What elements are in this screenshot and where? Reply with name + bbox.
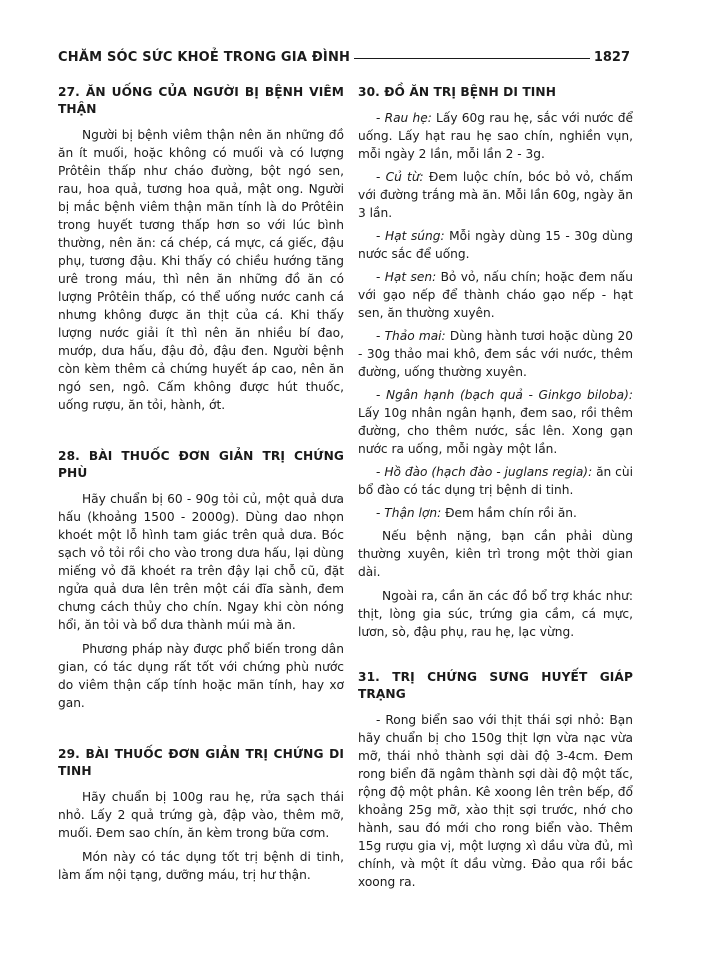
paragraph: Phương pháp này được phổ biến trong dân gian, có tác dụng rất tốt với chứng phù nước do viêm thận cấp tính hoặc mãn tính, hay xơ gan. <box>58 642 344 710</box>
item-text: Lấy 60g rau hẹ, sắc với nước để uống. Lấy hạt rau hẹ sao chín, nghiền vụn, mỗi ngày 2 lần, mỗi lần 2 - 3g. <box>358 111 634 161</box>
paragraph: Người bị bệnh viêm thận nên ăn những đồ ăn ít muối, hoặc không có muối và có lượng Prôtêin thấp như cháo đường, bột ngó sen, rau, hoa quả, tương hoa quả, mật ong. Người bị mắc bệnh viêm thận mãn tính là do Prôtêin trong huyết tương thấp hơn so với lúc bình thường, nên ăn: cá chép, cá mực, cá giếc, đậu phụ, tương đậu. Khi thấy có chiều hướng tăng urê trong máu, thì nên ăn những đồ ăn có lượng Prôtêin thấp, có thể uống nước canh cá nhưng không được ăn thịt của cá. Khi thấy lượng nước giải ít thì nên ăn nhiều bí đao, mướp, dưa hấu, đậu đỏ, đậu đen. Người bệnh còn kèm thêm cả chứng huyết áp cao, nên ăn ngó sen, ngô. Cấm không được hút thuốc, uống rượu, ăn tỏi, hành, ớt. <box>58 128 344 412</box>
item-text: ăn cùi bổ đào có tác dụng trị bệnh di tinh. <box>358 465 633 497</box>
item-lead: Hạt súng: <box>384 229 445 243</box>
item-text: Bạn hãy chuẩn bị cho 150g thịt lợn vừa nạc vừa mỡ, thái nhỏ thành sợi dài độ 3-4cm. Đem rong biển đã ngâm thành sợi dài độ một tấc, rộng độ một phân. Kê xoong lên trên bếp, đổ khoảng 25g mỡ, xào thịt sợi trước, nhớ cho hành, sau đó mới cho rong biển vào. Thêm 15g rượu gia vị, một lượng xì dầu vừa đủ, mì chính, và một ít dầu vừng. Đảo qua rồi bắc xoong ra. <box>358 713 633 889</box>
item-lead: Hạt sen: <box>384 270 437 284</box>
item-lead: Rau hẹ: <box>384 111 432 125</box>
header-rule <box>353 58 590 59</box>
section-heading: 28. BÀI THUỐC ĐƠN GIẢN TRỊ CHỨNG PHÙ <box>58 449 344 480</box>
section-spacer <box>358 647 633 669</box>
list-item: - Thận lợn: Đem hầm chín rồi ăn. <box>376 506 577 520</box>
item-text: Lấy 10g nhân ngân hạnh, đem sao, rồi thêm đường, cho thêm nước, sắc lên. Xong gạn nước ra uống, mỗi ngày một lần. <box>358 406 633 456</box>
right-column <box>358 84 633 896</box>
list-item: - Củ từ: Đem luộc chín, bóc bỏ vỏ, chấm với đường trắng mà ăn. Mỗi lần 60g, ngày ăn 3 lần. <box>358 170 633 220</box>
section-28 <box>58 448 344 712</box>
item-text: Mỗi ngày dùng 15 - 30g dùng nước sắc để uống. <box>358 229 633 261</box>
running-title: CHĂM SÓC SỨC KHOẺ TRONG GIA ĐÌNH <box>58 50 354 65</box>
item-lead: - Rong biển sao với thịt thái sợi nhỏ: <box>376 713 605 727</box>
item-text: Bỏ vỏ, nấu chín; hoặc đem nấu với gạo nếp để thành cháo gạo nếp - hạt sen, ăn thường xuyên. <box>358 270 633 320</box>
section-27 <box>58 84 344 414</box>
item-text: Dùng hành tươi hoặc dùng 20 - 30g thảo mai khô, đem sắc với nước, thêm đường, uống thường xuyên. <box>358 329 633 379</box>
list-item: - Hồ đào (hạch đào - juglans regia): ăn cùi bổ đào có tác dụng trị bệnh di tinh. <box>358 465 633 497</box>
paragraph: Hãy chuẩn bị 100g rau hẹ, rửa sạch thái nhỏ. Lấy 2 quả trứng gà, đập vào, thêm mỡ, muối. Đem sao chín, ăn kèm trong bữa cơm. <box>58 790 344 840</box>
list-item <box>358 711 633 891</box>
list-item: - Hạt súng: Mỗi ngày dùng 15 - 30g dùng nước sắc để uống. <box>358 229 633 261</box>
paragraph: Hãy chuẩn bị 60 - 90g tỏi củ, một quả dưa hấu (khoảng 1500 - 2000g). Dùng dao nhọn khoét một lỗ hình tam giác trên quả dưa. Bóc sạch vỏ tỏi rồi cho vào trong dưa hấu, lại dùng miếng vỏ đã khoét ra trên đậy lại chỗ cũ, đặt ngửa quả dưa lên trên một cái đĩa sành, đem chưng cách thủy cho chín. Ngay khi còn nóng hổi, ăn tỏi và bổ dưa thành múi mà ăn. <box>58 492 344 632</box>
list-item: - Hạt sen: Bỏ vỏ, nấu chín; hoặc đem nấu với gạo nếp để thành cháo gạo nếp - hạt sen, ăn thường xuyên. <box>358 270 633 320</box>
list-item: - Ngân hạnh (bạch quả - Ginkgo biloba): Lấy 10g nhân ngân hạnh, đem sao, rồi thêm đường, cho thêm nước, sắc lên. Xong gạn nước ra uống, mỗi ngày một lần. <box>358 388 633 456</box>
item-lead: Ngân hạnh (bạch quả - Ginkgo biloba): <box>386 388 633 402</box>
item-lead: Thảo mai: <box>384 329 446 343</box>
section-31 <box>358 669 633 891</box>
section-heading: 30. ĐỒ ĂN TRỊ BỆNH DI TINH <box>358 85 556 99</box>
paragraph: Món này có tác dụng tốt trị bệnh di tinh, làm ấm nội tạng, dưỡng máu, trị hư thận. <box>58 850 344 882</box>
paragraph: Ngoài ra, cần ăn các đồ bổ trợ khác như: thịt, lòng gia súc, trứng gia cầm, cá mực, lươn, sò, đậu phụ, rau hẹ, lạc vừng. <box>358 589 633 639</box>
list-item: - Thảo mai: Dùng hành tươi hoặc dùng 20 - 30g thảo mai khô, đem sắc với nước, thêm đường, uống thường xuyên. <box>358 329 633 379</box>
section-30 <box>358 84 633 641</box>
item-text: Đem hầm chín rồi ăn. <box>441 506 577 520</box>
paragraph: Nếu bệnh nặng, bạn cần phải dùng thường xuyên, kiên trì trong một thời gian dài. <box>358 529 633 579</box>
item-text: Đem luộc chín, bóc bỏ vỏ, chấm với đường trắng mà ăn. Mỗi lần 60g, ngày ăn 3 lần. <box>358 170 633 220</box>
running-header <box>58 50 630 68</box>
section-29 <box>58 746 344 884</box>
section-spacer <box>58 718 344 746</box>
section-spacer <box>58 420 344 448</box>
item-lead: Hồ đào (hạch đào - juglans regia): <box>384 465 593 479</box>
section-heading: 29. BÀI THUỐC ĐƠN GIẢN TRỊ CHỨNG DI TINH <box>58 747 344 778</box>
page-number: 1827 <box>593 50 630 65</box>
left-column <box>58 84 344 890</box>
section-heading: 31. TRỊ CHỨNG SƯNG HUYẾT GIÁP TRẠNG <box>358 670 633 701</box>
list-item: - Rau hẹ: Lấy 60g rau hẹ, sắc với nước để uống. Lấy hạt rau hẹ sao chín, nghiền vụn, mỗi ngày 2 lần, mỗi lần 2 - 3g. <box>358 111 634 161</box>
item-lead: Củ từ: <box>385 170 424 184</box>
section-heading: 27. ĂN UỐNG CỦA NGƯỜI BỊ BỆNH VIÊM THẬN <box>58 85 344 116</box>
item-lead: Thận lợn: <box>384 506 442 520</box>
